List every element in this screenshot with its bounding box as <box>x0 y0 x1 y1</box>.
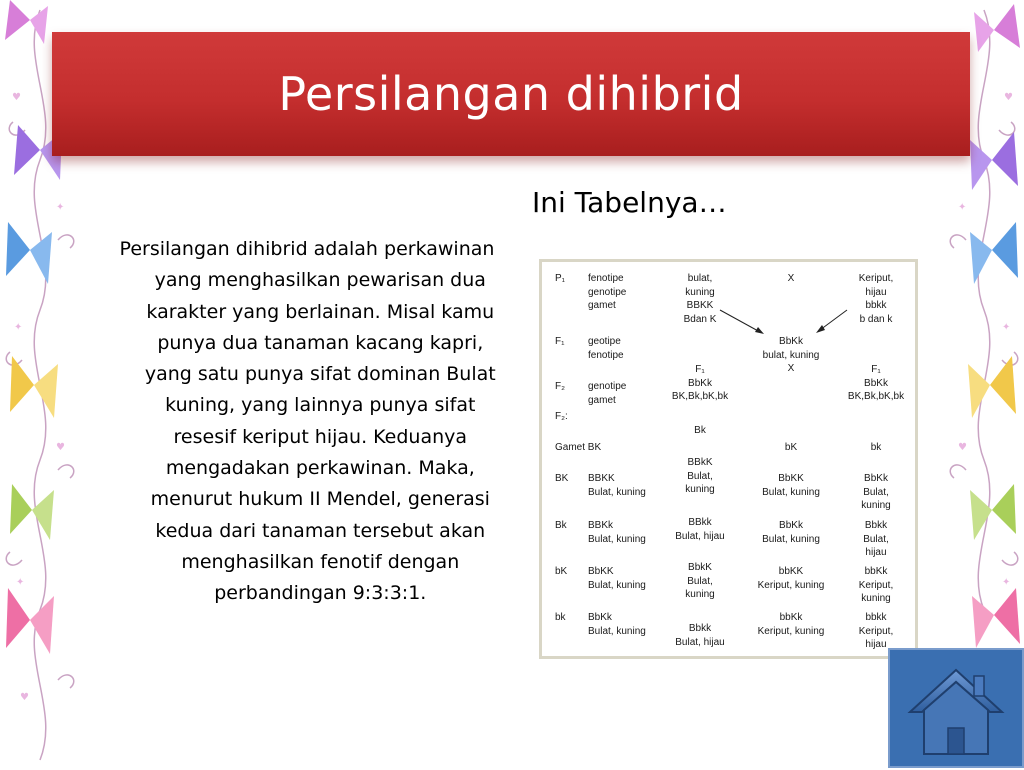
svg-text:♥: ♥ <box>1004 92 1013 103</box>
table-heading: Ini Tabelnya… <box>532 186 727 219</box>
title-banner <box>52 32 970 156</box>
f2-label: F₂ <box>555 381 565 392</box>
svg-text:✦: ✦ <box>1002 322 1011 333</box>
f1-label: F₁ <box>555 336 565 347</box>
f2-parent-a: F₁ BbKk BK,Bk,bK,bk <box>671 364 729 402</box>
cross-symbol: X <box>787 273 795 284</box>
punnett-cell: BbKk Bulat, kuning <box>762 520 820 545</box>
svg-text:♥: ♥ <box>20 692 29 703</box>
punnett-cell: BbkK Bulat, kuning <box>685 562 715 600</box>
punnett-cell: Bbkk Bulat, hijau <box>863 520 889 558</box>
punnett-cell: Bbkk Bulat, hijau <box>675 623 725 648</box>
row-label-bK: bK <box>555 566 568 577</box>
punnett-cell: BBKk Bulat, kuning <box>588 520 646 545</box>
f2-terms: genotipe gamet <box>588 381 627 406</box>
svg-text:✦: ✦ <box>958 202 967 213</box>
p1-parent-a: bulat, kuning BBKK Bdan K <box>683 273 717 325</box>
row-label-BK: BK <box>555 473 569 484</box>
body-paragraph: Persilangan dihibrid adalah perkawinan yang menghasilkan pewarisan dua karakter yang berlainan. Misal kamu punya dua tanaman kacang kapri, yang satu punya sifat dominan Bulat kuning, yang lainnya punya sifat resesif keriput hijau. Keduanya mengadakan perkawinan. Maka, menurut hukum II Mendel, generasi kedua dari tanaman tersebut akan menghasilkan fenotif dengan perbandingan 9:3:3:1. <box>119 238 496 605</box>
punnett-cell: BbKk Bulat, kuning <box>588 612 646 637</box>
row-label-Bk: Bk <box>555 520 567 531</box>
punnett-cell: BbKK Bulat, kuning <box>588 566 646 591</box>
f1-terms: geotipe fenotipe <box>588 336 624 361</box>
p1-terms: fenotipe genotipe gamet <box>588 273 627 311</box>
gamet-header-bk1: Bk <box>694 425 706 436</box>
punnett-cell: BBKK Bulat, kuning <box>588 473 646 498</box>
row-label-bk: bk <box>555 612 566 623</box>
svg-text:✦: ✦ <box>16 577 25 588</box>
gamet-header-bk3: bk <box>870 442 882 453</box>
punnett-cell: bbKk Keriput, kuning <box>757 612 825 637</box>
home-button[interactable] <box>888 648 1024 768</box>
punnett-cell: bbkk Keriput, hijau <box>858 612 894 650</box>
f2-parent-b: F₁ BbKk BK,Bk,bK,bk <box>847 364 905 402</box>
svg-text:✦: ✦ <box>1002 577 1011 588</box>
p1-label: P₁ <box>555 273 566 284</box>
punnett-cell: BbKK Bulat, kuning <box>762 473 820 498</box>
gamet-row-label: Gamet BK <box>555 442 602 453</box>
punnett-cell: bbKk Keriput, kuning <box>858 566 894 604</box>
body-text-block <box>116 234 498 610</box>
svg-text:♥: ♥ <box>958 442 967 453</box>
punnett-cell: bbKK Keriput, kuning <box>757 566 825 591</box>
svg-text:♥: ♥ <box>56 442 65 453</box>
punnett-cell: BbKk Bulat, kuning <box>861 473 891 511</box>
home-icon <box>890 650 1022 766</box>
dihybrid-cross-table <box>539 259 918 659</box>
punnett-cell: BBkK Bulat, kuning <box>685 457 715 495</box>
svg-text:✦: ✦ <box>14 322 23 333</box>
svg-text:♥: ♥ <box>12 92 21 103</box>
slide-title: Persilangan dihibrid <box>278 67 744 121</box>
punnett-cell: BBkk Bulat, hijau <box>675 517 725 542</box>
f1-result: BbKk bulat, kuning X <box>762 336 820 374</box>
gamet-header-bk2: bK <box>784 442 798 453</box>
p1-parent-b: Keriput, hijau bbkk b dan k <box>858 273 894 325</box>
f2-colon-label: F₂: <box>555 411 568 422</box>
svg-text:✦: ✦ <box>56 202 65 213</box>
